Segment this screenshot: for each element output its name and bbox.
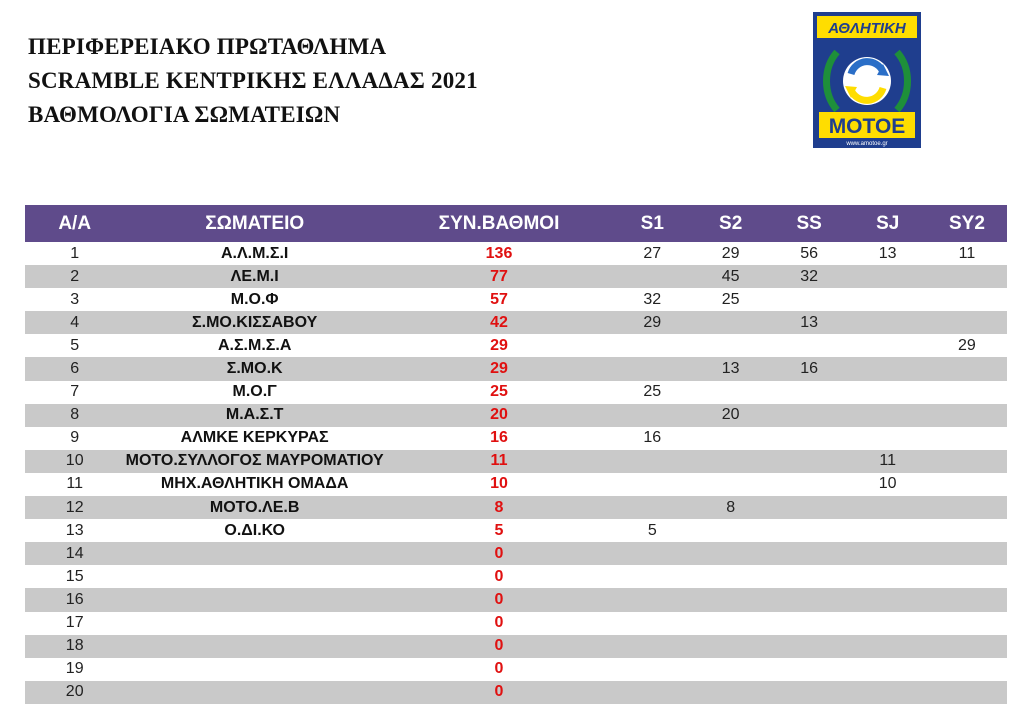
cell-club: [124, 588, 385, 611]
cell-sy2: [927, 519, 1007, 542]
cell-s1: [613, 658, 691, 681]
cell-s1: [613, 473, 691, 496]
cell-total: 20: [385, 404, 613, 427]
cell-total: 0: [385, 681, 613, 704]
cell-sy2: [927, 404, 1007, 427]
cell-club: ΜΗΧ.ΑΘΛΗΤΙΚΗ ΟΜΑΔΑ: [124, 473, 385, 496]
table-row: [25, 427, 1007, 450]
cell-s2: [691, 612, 769, 635]
cell-total: 77: [385, 265, 613, 288]
cell-ss: [770, 681, 849, 704]
cell-sy2: 11: [927, 242, 1007, 265]
cell-club: [124, 635, 385, 658]
cell-s1: [613, 496, 691, 519]
cell-s1: 25: [613, 381, 691, 404]
cell-total: 11: [385, 450, 613, 473]
cell-ss: [770, 381, 849, 404]
cell-total: 5: [385, 519, 613, 542]
cell-sy2: [927, 565, 1007, 588]
cell-sj: [849, 681, 927, 704]
table-row: [25, 242, 1007, 265]
col-header-s2: S2: [691, 205, 769, 242]
cell-index: 1: [25, 242, 124, 265]
logo-top-text: ΑΘΛΗΤΙΚΗ: [828, 20, 906, 37]
cell-s2: [691, 311, 769, 334]
cell-sj: [849, 311, 927, 334]
table-row: [25, 565, 1007, 588]
cell-ss: [770, 588, 849, 611]
table-row: [25, 588, 1007, 611]
cell-club: ΛΕ.Μ.Ι: [124, 265, 385, 288]
cell-sj: 11: [849, 450, 927, 473]
cell-sj: [849, 612, 927, 635]
cell-ss: [770, 473, 849, 496]
cell-index: 6: [25, 357, 124, 380]
cell-s2: [691, 542, 769, 565]
cell-index: 19: [25, 658, 124, 681]
cell-index: 2: [25, 265, 124, 288]
cell-ss: [770, 450, 849, 473]
cell-club: [124, 565, 385, 588]
cell-s2: [691, 473, 769, 496]
cell-ss: [770, 612, 849, 635]
cell-sy2: [927, 311, 1007, 334]
cell-sj: 10: [849, 473, 927, 496]
cell-total: 10: [385, 473, 613, 496]
cell-s2: [691, 381, 769, 404]
cell-index: 8: [25, 404, 124, 427]
cell-ss: [770, 635, 849, 658]
cell-s1: [613, 265, 691, 288]
cell-sy2: 29: [927, 334, 1007, 357]
cell-s2: [691, 588, 769, 611]
cell-club: Ο.ΔΙ.ΚΟ: [124, 519, 385, 542]
cell-total: 0: [385, 565, 613, 588]
cell-s2: 13: [691, 357, 769, 380]
cell-sj: [849, 588, 927, 611]
cell-total: 57: [385, 288, 613, 311]
cell-sj: [849, 404, 927, 427]
table-header-row: [25, 205, 1007, 242]
cell-sj: [849, 357, 927, 380]
cell-total: 29: [385, 334, 613, 357]
document-title: [28, 30, 478, 132]
cell-sy2: [927, 681, 1007, 704]
cell-sy2: [927, 612, 1007, 635]
table-row: [25, 381, 1007, 404]
cell-ss: [770, 519, 849, 542]
table-row: [25, 681, 1007, 704]
cell-index: 11: [25, 473, 124, 496]
cell-ss: [770, 565, 849, 588]
cell-index: 16: [25, 588, 124, 611]
cell-sj: 13: [849, 242, 927, 265]
cell-sy2: [927, 288, 1007, 311]
cell-ss: 13: [770, 311, 849, 334]
cell-ss: [770, 427, 849, 450]
col-header-sj: SJ: [849, 205, 927, 242]
cell-total: 0: [385, 612, 613, 635]
table-row: [25, 542, 1007, 565]
cell-ss: [770, 334, 849, 357]
cell-total: 0: [385, 635, 613, 658]
cell-sj: [849, 542, 927, 565]
cell-ss: [770, 542, 849, 565]
cell-s2: [691, 635, 769, 658]
cell-sj: [849, 381, 927, 404]
cell-ss: [770, 658, 849, 681]
col-header-total: ΣΥΝ.ΒΑΘΜΟΙ: [385, 205, 613, 242]
cell-club: [124, 658, 385, 681]
cell-index: 12: [25, 496, 124, 519]
logo-url-text: www.amotoe.gr: [846, 141, 888, 147]
col-header-s1: S1: [613, 205, 691, 242]
table-row: [25, 265, 1007, 288]
cell-total: 0: [385, 658, 613, 681]
cell-ss: 16: [770, 357, 849, 380]
cell-total: 136: [385, 242, 613, 265]
table-row: [25, 404, 1007, 427]
cell-club: ΜΟΤΟ.ΛΕ.Β: [124, 496, 385, 519]
cell-index: 20: [25, 681, 124, 704]
cell-club: [124, 681, 385, 704]
table-row: [25, 612, 1007, 635]
cell-total: 8: [385, 496, 613, 519]
cell-sj: [849, 265, 927, 288]
table-row: [25, 635, 1007, 658]
cell-s2: [691, 565, 769, 588]
cell-index: 7: [25, 381, 124, 404]
cell-s2: [691, 427, 769, 450]
col-header-sy2: SY2: [927, 205, 1007, 242]
cell-sy2: [927, 381, 1007, 404]
cell-index: 14: [25, 542, 124, 565]
cell-sj: [849, 519, 927, 542]
cell-s1: 27: [613, 242, 691, 265]
cell-s2: 8: [691, 496, 769, 519]
cell-s2: 45: [691, 265, 769, 288]
cell-ss: [770, 404, 849, 427]
cell-s2: 25: [691, 288, 769, 311]
cell-total: 42: [385, 311, 613, 334]
cell-s1: 29: [613, 311, 691, 334]
cell-index: 15: [25, 565, 124, 588]
cell-ss: [770, 288, 849, 311]
table-row: [25, 311, 1007, 334]
table-row: [25, 357, 1007, 380]
cell-sy2: [927, 473, 1007, 496]
cell-index: 4: [25, 311, 124, 334]
cell-club: Σ.ΜΟ.ΚΙΣΣΑΒΟΥ: [124, 311, 385, 334]
cell-sj: [849, 658, 927, 681]
title-line-2: SCRAMBLE ΚΕΝΤΡΙΚΗΣ ΕΛΛΑΔΑΣ 2021: [28, 68, 478, 93]
cell-index: 17: [25, 612, 124, 635]
cell-club: Μ.Ο.Φ: [124, 288, 385, 311]
cell-s2: [691, 519, 769, 542]
cell-s2: [691, 334, 769, 357]
cell-s2: [691, 658, 769, 681]
col-header-ss: SS: [770, 205, 849, 242]
cell-index: 13: [25, 519, 124, 542]
amotoe-logo: [813, 12, 921, 148]
cell-s1: 32: [613, 288, 691, 311]
cell-club: ΑΛΜΚΕ ΚΕΡΚΥΡΑΣ: [124, 427, 385, 450]
cell-ss: 32: [770, 265, 849, 288]
cell-sj: [849, 427, 927, 450]
cell-s1: [613, 635, 691, 658]
table-row: [25, 496, 1007, 519]
table-row: [25, 450, 1007, 473]
cell-club: Μ.Ο.Γ: [124, 381, 385, 404]
logo-bottom-text: ΜΟΤΟΕ: [828, 115, 906, 138]
cell-index: 18: [25, 635, 124, 658]
title-line-3: ΒΑΘΜΟΛΟΓΙΑ ΣΩΜΑΤΕΙΩΝ: [28, 102, 341, 127]
cell-s2: 20: [691, 404, 769, 427]
cell-s1: [613, 542, 691, 565]
cell-sy2: [927, 496, 1007, 519]
cell-club: Α.Λ.Μ.Σ.Ι: [124, 242, 385, 265]
cell-sy2: [927, 658, 1007, 681]
col-header-club: ΣΩΜΑΤΕΙΟ: [124, 205, 385, 242]
cell-s1: [613, 450, 691, 473]
cell-club: [124, 542, 385, 565]
cell-sj: [849, 334, 927, 357]
table-body: [25, 242, 1007, 704]
cell-sy2: [927, 427, 1007, 450]
cell-sj: [849, 635, 927, 658]
cell-s2: [691, 681, 769, 704]
cell-s1: [613, 565, 691, 588]
cell-total: 0: [385, 588, 613, 611]
cell-s1: [613, 681, 691, 704]
cell-club: [124, 612, 385, 635]
cell-sy2: [927, 265, 1007, 288]
cell-total: 16: [385, 427, 613, 450]
title-line-1: ΠΕΡΙΦΕΡΕΙΑΚΟ ΠΡΩΤΑΘΛΗΜΑ: [28, 34, 387, 59]
cell-sj: [849, 288, 927, 311]
cell-club: Σ.ΜΟ.Κ: [124, 357, 385, 380]
cell-sj: [849, 496, 927, 519]
cell-club: Μ.Α.Σ.Τ: [124, 404, 385, 427]
cell-sy2: [927, 450, 1007, 473]
table-row: [25, 334, 1007, 357]
table-row: [25, 288, 1007, 311]
cell-index: 10: [25, 450, 124, 473]
table-row: [25, 658, 1007, 681]
cell-ss: [770, 496, 849, 519]
standings-table: [25, 205, 1007, 704]
col-header-index: Α/Α: [25, 205, 124, 242]
cell-sy2: [927, 635, 1007, 658]
table-row: [25, 519, 1007, 542]
cell-sj: [849, 565, 927, 588]
cell-s1: [613, 357, 691, 380]
cell-s2: [691, 450, 769, 473]
cell-index: 9: [25, 427, 124, 450]
cell-total: 25: [385, 381, 613, 404]
cell-s1: [613, 404, 691, 427]
cell-club: ΜΟΤΟ.ΣΥΛΛΟΓΟΣ ΜΑΥΡΟΜΑΤΙΟΥ: [124, 450, 385, 473]
table-row: [25, 473, 1007, 496]
cell-sy2: [927, 357, 1007, 380]
cell-total: 0: [385, 542, 613, 565]
cell-s2: 29: [691, 242, 769, 265]
cell-ss: 56: [770, 242, 849, 265]
cell-s1: [613, 612, 691, 635]
cell-index: 5: [25, 334, 124, 357]
cell-s1: 16: [613, 427, 691, 450]
cell-total: 29: [385, 357, 613, 380]
cell-sy2: [927, 542, 1007, 565]
cell-sy2: [927, 588, 1007, 611]
cell-index: 3: [25, 288, 124, 311]
cell-s1: [613, 588, 691, 611]
cell-club: Α.Σ.Μ.Σ.Α: [124, 334, 385, 357]
cell-s1: [613, 334, 691, 357]
cell-s1: 5: [613, 519, 691, 542]
